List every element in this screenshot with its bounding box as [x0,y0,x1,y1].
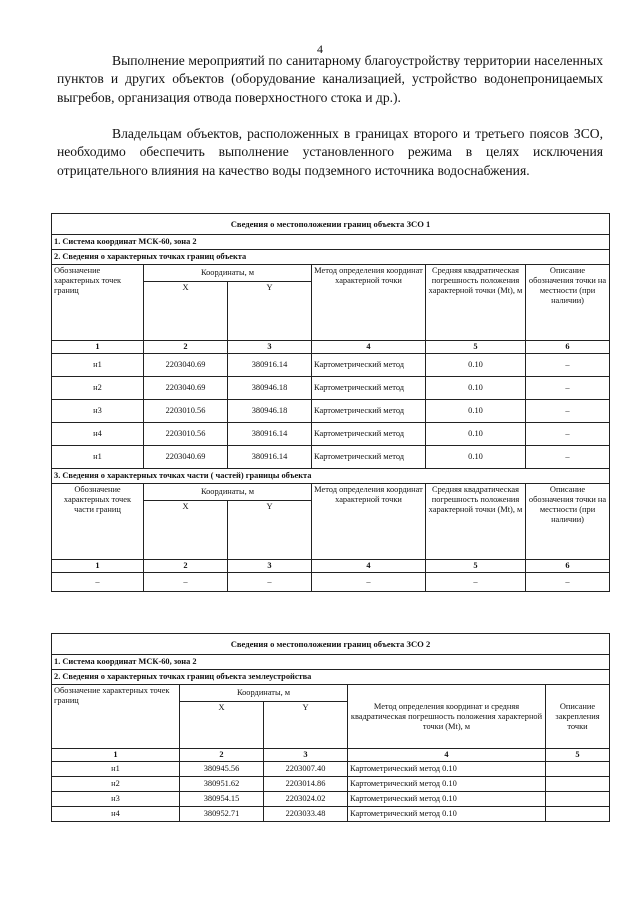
header-y: Y [228,282,312,341]
cell-empty: – [144,573,228,592]
cell-empty: – [312,573,426,592]
cell-y: 380916.14 [228,446,312,469]
header-method: Метод определения координат характерной точки [312,484,426,560]
cell-empty: – [526,573,610,592]
table-row [52,354,610,377]
cell-description: – [526,423,610,446]
cell-x: 380951.62 [180,777,264,792]
table-row [52,423,610,446]
table-title: Сведения о местоположении границ объекта ЗСО 2 [52,634,610,655]
cell-point: н4 [52,423,144,446]
cell-error: 0.10 [426,354,526,377]
table-row [52,777,610,792]
column-number: 5 [426,341,526,354]
paragraph-sanitation [57,52,603,107]
header-x: X [144,282,228,341]
header-description: Описание обозначения точки на местности (при наличии) [526,265,610,341]
section-heading: 2. Сведения о характерных точках границ объекта [52,250,610,265]
header-coordinates: Координаты, м [144,484,312,501]
table-row [52,377,610,400]
column-number: 4 [312,560,426,573]
column-number: 4 [312,341,426,354]
paragraph-owners [57,125,603,180]
cell-x: 380945.56 [180,762,264,777]
cell-point: н4 [52,807,180,822]
cell-description: – [526,354,610,377]
cell-description [546,807,610,822]
column-number: 2 [144,341,228,354]
table-row [52,400,610,423]
cell-y: 380916.14 [228,354,312,377]
column-number: 4 [348,749,546,762]
header-method: Метод определения координат характерной точки [312,265,426,341]
cell-error: 0.10 [426,400,526,423]
cell-x: 380954.15 [180,792,264,807]
cell-empty: – [228,573,312,592]
cell-error: 0.10 [426,446,526,469]
page-number: 4 [317,42,323,56]
cell-x: 2203010.56 [144,423,228,446]
cell-empty: – [426,573,526,592]
cell-point: н2 [52,777,180,792]
cell-description [546,792,610,807]
cell-y: 2203007.40 [264,762,348,777]
header-description: Описание обозначения точки на местности (при наличии) [526,484,610,560]
cell-point: н3 [52,792,180,807]
cell-point: н2 [52,377,144,400]
header-description: Описание закрепления точки [546,685,610,749]
column-number: 1 [52,749,180,762]
cell-x: 380952.71 [180,807,264,822]
header-error: Средняя квадратическая погрешность положения характерной точки (Mt), м [426,484,526,560]
header-designation: Обозначение характерных точек границ [52,685,180,749]
table-row [52,573,610,592]
paragraph-text: Выполнение мероприятий по санитарному благоустройству территории населенных пунктов и других объектов (оборудование канализацией, устройство водонепроницаемых выгребов, организация отвода поверхностного стока и др.). [57,53,603,105]
cell-method: Картометрический метод 0.10 [348,807,546,822]
cell-method: Картометрический метод [312,377,426,400]
cell-x: 2203040.69 [144,446,228,469]
zso1-boundary-table [51,213,610,592]
header-x: X [144,501,228,560]
column-number: 2 [180,749,264,762]
cell-point: н3 [52,400,144,423]
cell-description: – [526,400,610,423]
section-heading: 3. Сведения о характерных точках части ( частей) границы объекта [52,469,610,484]
table-row [52,792,610,807]
table-row [52,807,610,822]
header-coordinates: Координаты, м [180,685,348,702]
column-number: 6 [526,341,610,354]
cell-empty: – [52,573,144,592]
cell-y: 2203014.86 [264,777,348,792]
cell-point: н1 [52,354,144,377]
cell-description [546,762,610,777]
cell-error: 0.10 [426,423,526,446]
column-number: 1 [52,560,144,573]
coordinate-system-label: 1. Система координат МСК-60, зона 2 [52,655,610,670]
column-number: 1 [52,341,144,354]
cell-description [546,777,610,792]
header-x: X [180,702,264,749]
cell-y: 380916.14 [228,423,312,446]
header-method: Метод определения координат и средняя квадратическая погрешность положения характерной точки (Mt), м [348,685,546,749]
paragraph-text: Владельцам объектов, расположенных в границах второго и третьего поясов ЗСО, необходимо обеспечить выполнение установленного режима в целях исключения отрицательного влияния на качество воды подземного источника водоснабжения. [57,126,603,178]
column-number: 5 [426,560,526,573]
section-heading: 2. Сведения о характерных точках границ объекта землеустройства [52,670,610,685]
cell-y: 2203024.02 [264,792,348,807]
column-number: 2 [144,560,228,573]
header-coordinates: Координаты, м [144,265,312,282]
coordinate-system-label: 1. Система координат МСК-60, зона 2 [52,235,610,250]
header-y: Y [264,702,348,749]
cell-method: Картометрический метод 0.10 [348,792,546,807]
cell-method: Картометрический метод 0.10 [348,777,546,792]
cell-y: 2203033.48 [264,807,348,822]
zso2-boundary-table [51,633,610,822]
table-row [52,446,610,469]
cell-x: 2203010.56 [144,400,228,423]
header-y: Y [228,501,312,560]
column-number: 3 [228,560,312,573]
column-number: 3 [264,749,348,762]
column-number: 6 [526,560,610,573]
cell-point: н1 [52,446,144,469]
cell-method: Картометрический метод [312,400,426,423]
column-number: 3 [228,341,312,354]
cell-y: 380946.18 [228,400,312,423]
header-error: Средняя квадратическая погрешность положения характерной точки (Mt), м [426,265,526,341]
cell-method: Картометрический метод [312,446,426,469]
header-designation: Обозначение характерных точек части границ [52,484,144,560]
column-number: 5 [546,749,610,762]
cell-method: Картометрический метод [312,423,426,446]
cell-y: 380946.18 [228,377,312,400]
cell-x: 2203040.69 [144,354,228,377]
cell-error: 0.10 [426,377,526,400]
cell-description: – [526,377,610,400]
cell-description: – [526,446,610,469]
cell-point: н1 [52,762,180,777]
table-title: Сведения о местоположении границ объекта ЗСО 1 [52,214,610,235]
table-row [52,762,610,777]
cell-method: Картометрический метод 0.10 [348,762,546,777]
cell-method: Картометрический метод [312,354,426,377]
cell-x: 2203040.69 [144,377,228,400]
header-designation: Обозначение характерных точек границ [52,265,144,341]
